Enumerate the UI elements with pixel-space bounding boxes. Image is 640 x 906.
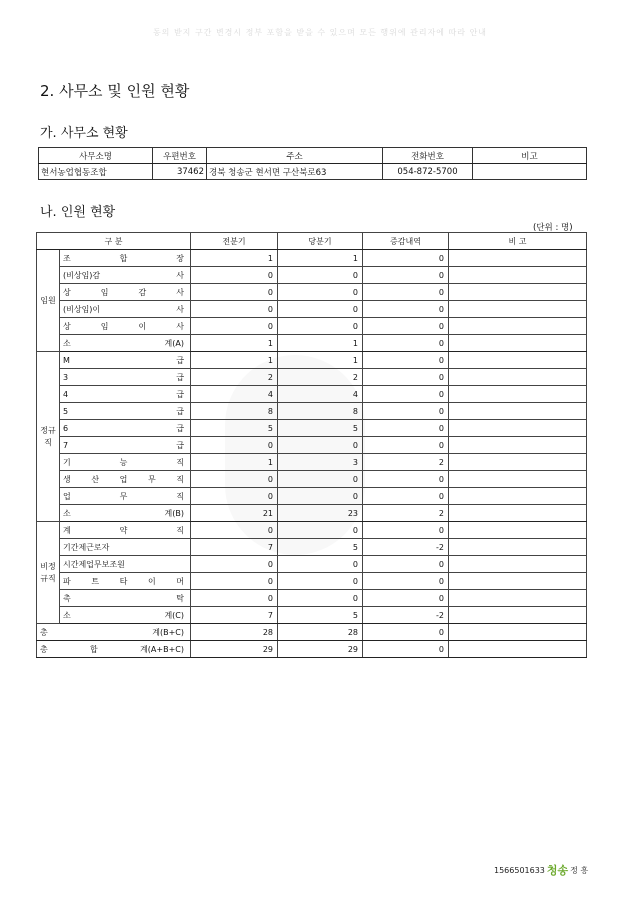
staff-diff-value: 0 xyxy=(363,403,449,420)
staff-row-label: 조 합 장 xyxy=(60,250,191,267)
staff-row-label: 6 급 xyxy=(60,420,191,437)
staff-note-cell xyxy=(449,641,587,658)
staff-row-label: (비상임)감 사 xyxy=(60,267,191,284)
staff-row xyxy=(37,454,587,471)
staff-note-cell xyxy=(449,539,587,556)
staff-curr-value: 2 xyxy=(278,369,363,386)
staff-diff-value: 0 xyxy=(363,318,449,335)
staff-row-label: 시간제업무보조원 xyxy=(60,556,191,573)
staff-row xyxy=(37,301,587,318)
staff-row-label: 5 급 xyxy=(60,403,191,420)
staff-diff-value: 0 xyxy=(363,522,449,539)
staff-note-cell xyxy=(449,403,587,420)
staff-diff-value: 2 xyxy=(363,454,449,471)
staff-row xyxy=(37,505,587,522)
staff-prev-value: 0 xyxy=(191,471,278,488)
staff-note-cell xyxy=(449,556,587,573)
staff-row-label: 촉 탁 xyxy=(60,590,191,607)
group-regular-label: 정규직 xyxy=(37,352,60,522)
staff-row xyxy=(37,284,587,301)
group-nonregular-label: 비정규직 xyxy=(37,522,60,624)
office-note xyxy=(473,164,587,180)
staff-section-title: 나. 인원 현황 xyxy=(40,205,116,220)
staff-diff-value: 0 xyxy=(363,284,449,301)
staff-curr-value: 0 xyxy=(278,471,363,488)
office-header-address: 주소 xyxy=(207,148,383,164)
staff-note-cell xyxy=(449,318,587,335)
staff-diff-value: -2 xyxy=(363,607,449,624)
staff-note-cell xyxy=(449,505,587,522)
staff-diff-value: 0 xyxy=(363,420,449,437)
office-zip: 37462 xyxy=(153,164,207,180)
staff-prev-value: 1 xyxy=(191,454,278,471)
staff-prev-value: 0 xyxy=(191,437,278,454)
staff-diff-value: 0 xyxy=(363,386,449,403)
staff-curr-value: 0 xyxy=(278,488,363,505)
staff-diff-value: 0 xyxy=(363,573,449,590)
staff-prev-value: 0 xyxy=(191,590,278,607)
staff-row xyxy=(37,386,587,403)
grand-total-row xyxy=(37,641,587,658)
staff-row xyxy=(37,250,587,267)
staff-curr-value: 0 xyxy=(278,284,363,301)
staff-row xyxy=(37,335,587,352)
staff-prev-value: 29 xyxy=(191,641,278,658)
staff-note-cell xyxy=(449,573,587,590)
staff-curr-value: 3 xyxy=(278,454,363,471)
staff-row-label: 소 계(A) xyxy=(60,335,191,352)
staff-diff-value: 0 xyxy=(363,641,449,658)
staff-curr-value: 0 xyxy=(278,267,363,284)
staff-note-cell xyxy=(449,522,587,539)
staff-note-cell xyxy=(449,386,587,403)
staff-prev-value: 4 xyxy=(191,386,278,403)
staff-row xyxy=(37,556,587,573)
staff-curr-value: 28 xyxy=(278,624,363,641)
staff-note-cell xyxy=(449,624,587,641)
staff-row xyxy=(37,590,587,607)
staff-row xyxy=(37,607,587,624)
staff-diff-value: 0 xyxy=(363,301,449,318)
staff-row-label: 상 임 감 사 xyxy=(60,284,191,301)
staff-diff-value: 0 xyxy=(363,250,449,267)
staff-note-cell xyxy=(449,454,587,471)
staff-row xyxy=(37,471,587,488)
total-bc-row xyxy=(37,624,587,641)
staff-curr-value: 5 xyxy=(278,607,363,624)
staff-diff-value: 2 xyxy=(363,505,449,522)
staff-diff-value: 0 xyxy=(363,488,449,505)
staff-note-cell xyxy=(449,284,587,301)
staff-header-note: 비 고 xyxy=(449,233,587,250)
staff-row-label: 7 급 xyxy=(60,437,191,454)
office-phone: 054-872-5700 xyxy=(383,164,473,180)
staff-diff-value: 0 xyxy=(363,471,449,488)
staff-curr-value: 0 xyxy=(278,556,363,573)
staff-row xyxy=(37,539,587,556)
staff-note-cell xyxy=(449,301,587,318)
office-name: 현서농업협동조합 xyxy=(39,164,153,180)
staff-diff-value: 0 xyxy=(363,437,449,454)
staff-row-label: (비상임)이 사 xyxy=(60,301,191,318)
staff-curr-value: 4 xyxy=(278,386,363,403)
office-table xyxy=(38,147,587,180)
office-header-phone: 전화번호 xyxy=(383,148,473,164)
staff-prev-value: 8 xyxy=(191,403,278,420)
group-officers-label: 임원 xyxy=(37,250,60,352)
staff-note-cell xyxy=(449,437,587,454)
staff-row xyxy=(37,318,587,335)
office-section-title: 가. 사무소 현황 xyxy=(40,126,128,141)
staff-note-cell xyxy=(449,352,587,369)
staff-prev-value: 1 xyxy=(191,352,278,369)
staff-curr-value: 0 xyxy=(278,573,363,590)
staff-note-cell xyxy=(449,267,587,284)
staff-prev-value: 5 xyxy=(191,420,278,437)
staff-note-cell xyxy=(449,250,587,267)
staff-prev-value: 1 xyxy=(191,335,278,352)
staff-row xyxy=(37,267,587,284)
staff-row-label: 기간제근로자 xyxy=(60,539,191,556)
office-header-zip: 우편번호 xyxy=(153,148,207,164)
staff-diff-value: 0 xyxy=(363,335,449,352)
staff-header-curr: 당분기 xyxy=(278,233,363,250)
staff-curr-value: 0 xyxy=(278,590,363,607)
staff-row-label: 4 급 xyxy=(60,386,191,403)
staff-diff-value: -2 xyxy=(363,539,449,556)
staff-diff-value: 0 xyxy=(363,352,449,369)
staff-prev-value: 0 xyxy=(191,301,278,318)
staff-prev-value: 28 xyxy=(191,624,278,641)
staff-row xyxy=(37,522,587,539)
staff-row xyxy=(37,573,587,590)
staff-curr-value: 0 xyxy=(278,437,363,454)
staff-curr-value: 29 xyxy=(278,641,363,658)
staff-prev-value: 2 xyxy=(191,369,278,386)
staff-curr-value: 1 xyxy=(278,250,363,267)
staff-prev-value: 0 xyxy=(191,267,278,284)
staff-note-cell xyxy=(449,369,587,386)
office-row xyxy=(39,164,587,180)
unit-label: (단위 : 명) xyxy=(533,223,573,233)
staff-header-category: 구 분 xyxy=(37,233,191,250)
staff-row-label: 소 계(C) xyxy=(60,607,191,624)
staff-row-label: 계 약 직 xyxy=(60,522,191,539)
staff-prev-value: 0 xyxy=(191,556,278,573)
staff-note-cell xyxy=(449,471,587,488)
staff-prev-value: 0 xyxy=(191,488,278,505)
staff-prev-value: 21 xyxy=(191,505,278,522)
staff-header-prev: 전분기 xyxy=(191,233,278,250)
staff-table xyxy=(36,232,587,658)
staff-header-row xyxy=(37,233,587,250)
staff-row-label: 총 합 계(A+B+C) xyxy=(37,641,191,658)
staff-curr-value: 5 xyxy=(278,539,363,556)
staff-row xyxy=(37,420,587,437)
staff-diff-value: 0 xyxy=(363,556,449,573)
staff-note-cell xyxy=(449,488,587,505)
staff-prev-value: 1 xyxy=(191,250,278,267)
office-header-row xyxy=(39,148,587,164)
staff-row-label: M 급 xyxy=(60,352,191,369)
staff-row xyxy=(37,437,587,454)
staff-curr-value: 23 xyxy=(278,505,363,522)
staff-diff-value: 0 xyxy=(363,590,449,607)
staff-row-label: 기 능 직 xyxy=(60,454,191,471)
staff-prev-value: 0 xyxy=(191,318,278,335)
footer-stamp xyxy=(494,862,588,878)
staff-curr-value: 0 xyxy=(278,522,363,539)
staff-diff-value: 0 xyxy=(363,369,449,386)
office-header-note: 비고 xyxy=(473,148,587,164)
stamp-suffix: 정 흥 xyxy=(570,865,589,875)
staff-diff-value: 0 xyxy=(363,624,449,641)
staff-prev-value: 7 xyxy=(191,607,278,624)
section-title: 2. 사무소 및 인원 현황 xyxy=(40,82,190,100)
staff-row xyxy=(37,352,587,369)
staff-row-label: 업 무 직 xyxy=(60,488,191,505)
staff-curr-value: 5 xyxy=(278,420,363,437)
staff-row-label: 총 계(B+C) xyxy=(37,624,191,641)
staff-row-label: 소 계(B) xyxy=(60,505,191,522)
office-header-name: 사무소명 xyxy=(39,148,153,164)
stamp-logo: 청송 xyxy=(546,864,569,877)
staff-note-cell xyxy=(449,420,587,437)
top-notice: 동의 받지 구간 변경시 정부 포함을 받을 수 있으며 모든 행위에 관리자에 따라 안내 xyxy=(152,28,488,37)
staff-prev-value: 7 xyxy=(191,539,278,556)
staff-row-label: 생 산 업 무 직 xyxy=(60,471,191,488)
staff-note-cell xyxy=(449,335,587,352)
staff-curr-value: 0 xyxy=(278,318,363,335)
staff-curr-value: 1 xyxy=(278,352,363,369)
stamp-code: 1566501633 xyxy=(494,865,545,875)
staff-row xyxy=(37,369,587,386)
staff-note-cell xyxy=(449,607,587,624)
staff-prev-value: 0 xyxy=(191,573,278,590)
staff-header-diff: 증감내역 xyxy=(363,233,449,250)
staff-row xyxy=(37,403,587,420)
staff-curr-value: 0 xyxy=(278,301,363,318)
staff-prev-value: 0 xyxy=(191,522,278,539)
staff-diff-value: 0 xyxy=(363,267,449,284)
staff-row-label: 3 급 xyxy=(60,369,191,386)
staff-row-label: 파 트 타 이 머 xyxy=(60,573,191,590)
staff-curr-value: 8 xyxy=(278,403,363,420)
staff-prev-value: 0 xyxy=(191,284,278,301)
staff-row xyxy=(37,488,587,505)
staff-note-cell xyxy=(449,590,587,607)
staff-curr-value: 1 xyxy=(278,335,363,352)
staff-row-label: 상 임 이 사 xyxy=(60,318,191,335)
office-address: 경북 청송군 현서면 구산북로63 xyxy=(207,164,383,180)
